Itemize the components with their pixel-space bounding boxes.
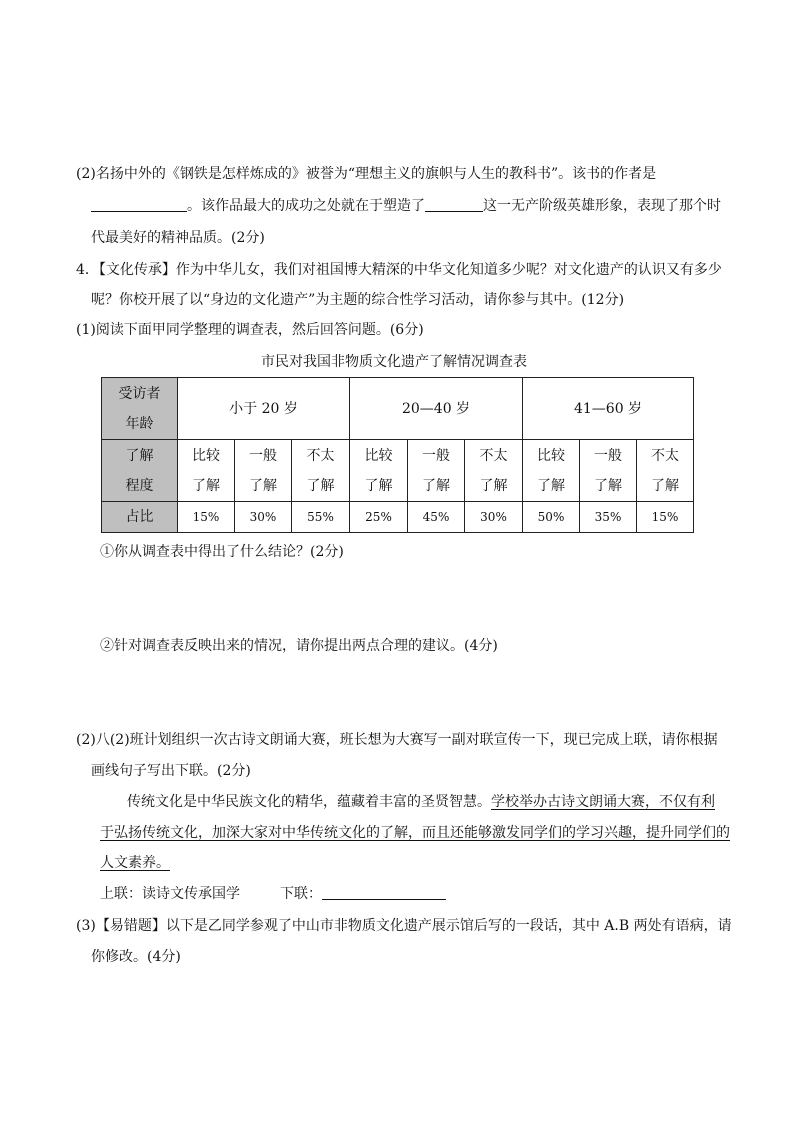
table-title: 市民对我国非物质文化遗产了解情况调查表 — [261, 354, 527, 370]
ratio-cell: 35% — [580, 502, 637, 533]
level-cell: 一般 了解 — [235, 440, 292, 502]
ratio-header-cell: 占比 — [102, 502, 178, 533]
table-row-ratio — [102, 502, 694, 533]
ratio-cell: 45% — [408, 502, 465, 533]
q2-line-3: 代最美好的精神品质。(2分) — [91, 230, 265, 246]
passage-underlined-1: 学校举办古诗文朗诵大赛，不仅有利 — [491, 794, 715, 810]
question-a: ①你从调查表中得出了什么结论？(2分) — [100, 544, 344, 560]
age-group-3: 41—60 岁 — [523, 378, 694, 440]
passage-line-3 — [100, 853, 170, 873]
passage-plain: 传统文化是中华民族文化的精华，蕴藏着丰富的圣贤智慧。 — [127, 794, 491, 810]
passage-underlined-2: 于弘扬传统文化，加深大家对中华传统文化的了解，而且还能够激发同学们的学习兴趣，提升同学们的 — [100, 825, 730, 841]
q2-line-1: (2)名扬中外的《钢铁是怎样炼成的》被誉为“理想主义的旗帜与人生的教科书”。该书的作者是 — [76, 166, 657, 182]
passage-underlined-3: 人文素养。 — [100, 855, 170, 871]
age-header-cell: 受访者 年龄 — [102, 378, 178, 440]
age-group-2: 20—40 岁 — [350, 378, 523, 440]
level-cell: 不太 了解 — [637, 440, 694, 502]
level-cell: 一般 了解 — [580, 440, 637, 502]
level-cell: 比较 了解 — [178, 440, 235, 502]
level-cell: 一般 了解 — [408, 440, 465, 502]
q2-line-2-end: 这一无产阶级英雄形象，表现了那个时 — [483, 198, 721, 214]
level-cell: 比较 了解 — [350, 440, 408, 502]
q4-sub1: (1)阅读下面甲同学整理的调查表，然后回答问题。(6分) — [76, 322, 424, 338]
author-blank[interactable] — [91, 197, 187, 212]
couplet-lower-label: 下联： — [280, 886, 322, 902]
q2-line-2-mid: 。该作品最大的成功之处就在于塑造了 — [187, 198, 425, 214]
couplet-upper: 上联：读诗文传承国学 — [100, 886, 240, 902]
sub3-line-1: (3)【易错题】以下是乙同学参观了中山市非物质文化遗产展示馆后写的一段话，其中 A.B 两处有语病，请 — [76, 918, 732, 934]
ratio-cell: 25% — [350, 502, 408, 533]
q2-line-2 — [91, 196, 721, 216]
sub2-line-2: 画线句子写出下联。(2分) — [91, 763, 251, 779]
survey-table — [101, 377, 694, 533]
ratio-cell: 30% — [235, 502, 292, 533]
ratio-cell: 15% — [637, 502, 694, 533]
table-row-age — [102, 378, 694, 440]
question-b: ②针对调查表反映出来的情况，请你提出两点合理的建议。(4分) — [100, 638, 498, 654]
level-cell: 比较 了解 — [523, 440, 580, 502]
ratio-cell: 55% — [292, 502, 350, 533]
table-row-degree — [102, 440, 694, 502]
passage-line-2 — [100, 823, 730, 843]
age-group-1: 小于 20 岁 — [178, 378, 350, 440]
couplet-lower — [280, 884, 446, 904]
q4-line-2: 呢？你校开展了以“身边的文化遗产”为主题的综合性学习活动，请你参与其中。(12分) — [91, 292, 625, 308]
q4-line-1: 4．【文化传承】作为中华儿女，我们对祖国博大精深的中华文化知道多少呢？对文化遗产的认识又有多少 — [76, 262, 722, 278]
hero-blank[interactable] — [425, 197, 483, 212]
level-cell: 不太 了解 — [465, 440, 523, 502]
level-cell: 不太 了解 — [292, 440, 350, 502]
ratio-cell: 50% — [523, 502, 580, 533]
degree-header-cell: 了解 程度 — [102, 440, 178, 502]
ratio-cell: 30% — [465, 502, 523, 533]
passage-line-1 — [127, 792, 715, 812]
lower-couplet-blank[interactable] — [322, 885, 446, 900]
sub3-line-2: 你修改。(4分) — [91, 949, 181, 965]
sub2-line-1: (2)八(2)班计划组织一次古诗文朗诵大赛，班长想为大赛写一副对联宣传一下，现已完成上联，请你根据 — [76, 732, 718, 748]
ratio-cell: 15% — [178, 502, 235, 533]
